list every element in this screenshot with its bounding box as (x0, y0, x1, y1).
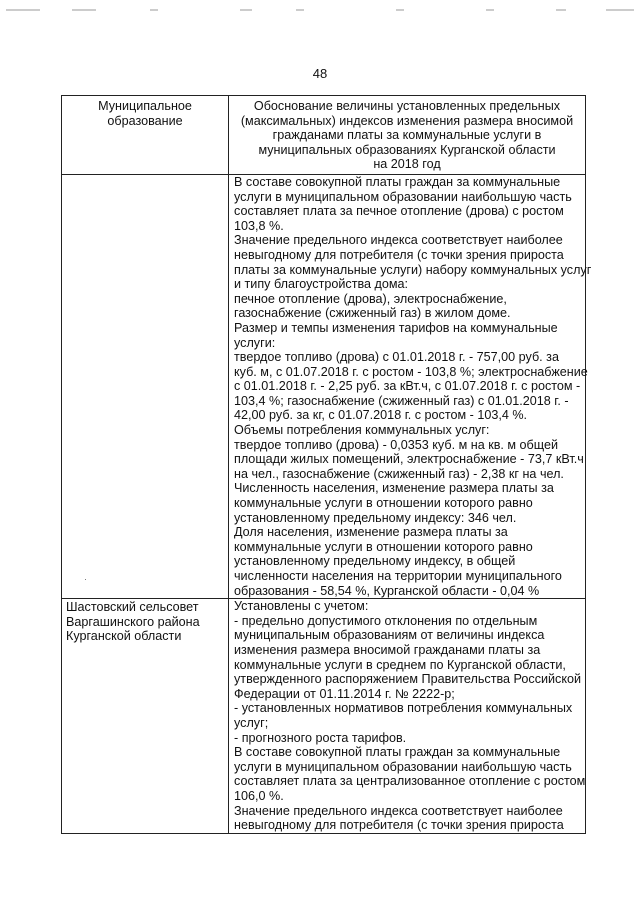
justification-cell (229, 174, 592, 598)
text-line: составляет плата за централизованное отопление с ростом (234, 774, 586, 789)
text-line: Муниципальное (98, 99, 192, 113)
text-line: муниципальным образованиям от величины индекса (234, 628, 545, 643)
text-line: Курганской области (66, 629, 182, 644)
text-line: В составе совокупной платы граждан за коммунальные (234, 745, 561, 760)
justification-text (229, 599, 585, 833)
text-line: твердое топливо (дрова) с 01.01.2018 г. - 757,00 руб. за (234, 350, 559, 365)
text-line: Шастовский сельсовет (66, 600, 199, 615)
text-line: невыгодному для потребителя (с точки зрения прироста (234, 818, 564, 833)
text-line: - предельно допустимого отклонения по отдельным (234, 613, 538, 628)
text-line: услуги в муниципальном образовании наибольшую часть (234, 189, 572, 204)
text-line: с 01.01.2018 г. - 2,25 руб. за кВт.ч, с 01.07.2018 г. с ростом - (234, 379, 581, 394)
tariff-justification-table (61, 95, 592, 834)
text-line: Установлены с учетом: (234, 599, 369, 614)
text-line: Объемы потребления коммунальных услуг: (234, 423, 490, 438)
header-justification (229, 96, 585, 174)
header-municipality (62, 96, 228, 130)
text-line: Численность населения, изменение размера платы за (234, 481, 554, 496)
text-line: 106,0 %. (234, 788, 284, 803)
text-line: куб. м, с 01.07.2018 г. с ростом - 103,8 %; электроснабжение (234, 364, 588, 379)
text-line: 103,8 %. (234, 218, 284, 233)
text-line: - установленных нормативов потребления коммунальных (234, 701, 573, 716)
text-line: численности населения на территории муниципального (234, 569, 562, 583)
justification-cell (229, 599, 586, 834)
text-line: коммунальные услуги в отношении которого равно (234, 496, 533, 511)
text-line: Варгашинского района (66, 614, 200, 629)
text-line: В составе совокупной платы граждан за коммунальные (234, 174, 561, 189)
text-line: услуг; (234, 715, 269, 730)
text-line: 42,00 руб. за кг, с 01.07.2018 г. с ростом - 103,4 %. (234, 408, 528, 423)
text-line: Доля населения, изменение размера платы за (234, 525, 508, 540)
text-line: установленному предельному индексу: 346 чел. (234, 510, 517, 525)
text-line: площади жилых помещений, электроснабжение - 73,7 кВт.ч (234, 452, 584, 467)
text-line: образования - 58,54 %, Курганской области - 0,04 % (234, 583, 540, 598)
text-line: гражданами платы за коммунальные услуги в (272, 128, 542, 143)
table-row (62, 174, 586, 598)
municipality-name (62, 599, 228, 644)
text-line: (максимальных) индексов изменения размера вносимой (240, 113, 574, 128)
text-line: Значение предельного индекса соответствует наиболее (234, 233, 563, 248)
municipality-cell (62, 174, 229, 598)
scan-edge-marks (0, 0, 640, 20)
text-line: - прогнозного роста тарифов. (234, 730, 407, 745)
text-line: составляет плата за печное отопление (дрова) с ростом (234, 204, 564, 219)
text-line: твердое топливо (дрова) - 0,0353 куб. м на кв. м общей (234, 437, 559, 452)
text-line: коммунальные услуги в отношении которого равно (234, 539, 533, 554)
header-municipality-cell (62, 96, 229, 175)
text-line: коммунальные услуги в среднем по Курганской области, (234, 657, 566, 672)
text-line: на чел., газоснабжение (сжиженный газ) - 2,38 кг на чел. (234, 466, 564, 481)
table-header-row (62, 96, 586, 175)
text-line: Размер и темпы изменения тарифов на коммунальные (234, 320, 558, 335)
text-line: и типу благоустройства дома: (234, 277, 409, 292)
municipality-name (62, 175, 228, 176)
header-justification-cell (229, 96, 586, 175)
page-number: 48 (312, 66, 328, 81)
text-line: Федерации от 01.11.2014 г. № 2222-р; (234, 686, 455, 701)
text-line: платы за коммунальные услуги) набору коммунальных услуг (234, 262, 592, 277)
text-line: печное отопление (дрова), электроснабжение, (234, 291, 507, 306)
text-line: Обоснование величины установленных предельных (253, 99, 561, 113)
text-line: Значение предельного индекса соответствует наиболее (234, 803, 563, 818)
text-line: газоснабжение (сжиженный газ) в жилом доме. (234, 306, 511, 321)
text-line: образование (107, 113, 183, 128)
text-line: невыгодному для потребителя (с точки зрения прироста (234, 247, 564, 262)
table-row (62, 599, 586, 834)
text-line: услуги: (234, 335, 276, 350)
text-line: на 2018 год (373, 157, 441, 172)
justification-text (229, 174, 592, 598)
text-line: 103,4 %; газоснабжение (сжиженный газ) с 01.01.2018 г. - (234, 393, 569, 408)
text-line: изменения размера вносимой гражданами платы за (234, 642, 541, 657)
text-line: установленному предельному индексу, в общей (234, 554, 516, 569)
text-line: утвержденного распоряжением Правительства Российской (234, 672, 582, 687)
scan-speck: · (84, 574, 87, 585)
text-line: услуги в муниципальном образовании наибольшую часть (234, 759, 572, 774)
municipality-cell (62, 599, 229, 834)
text-line: муниципальных образованиях Курганской области (258, 142, 556, 157)
